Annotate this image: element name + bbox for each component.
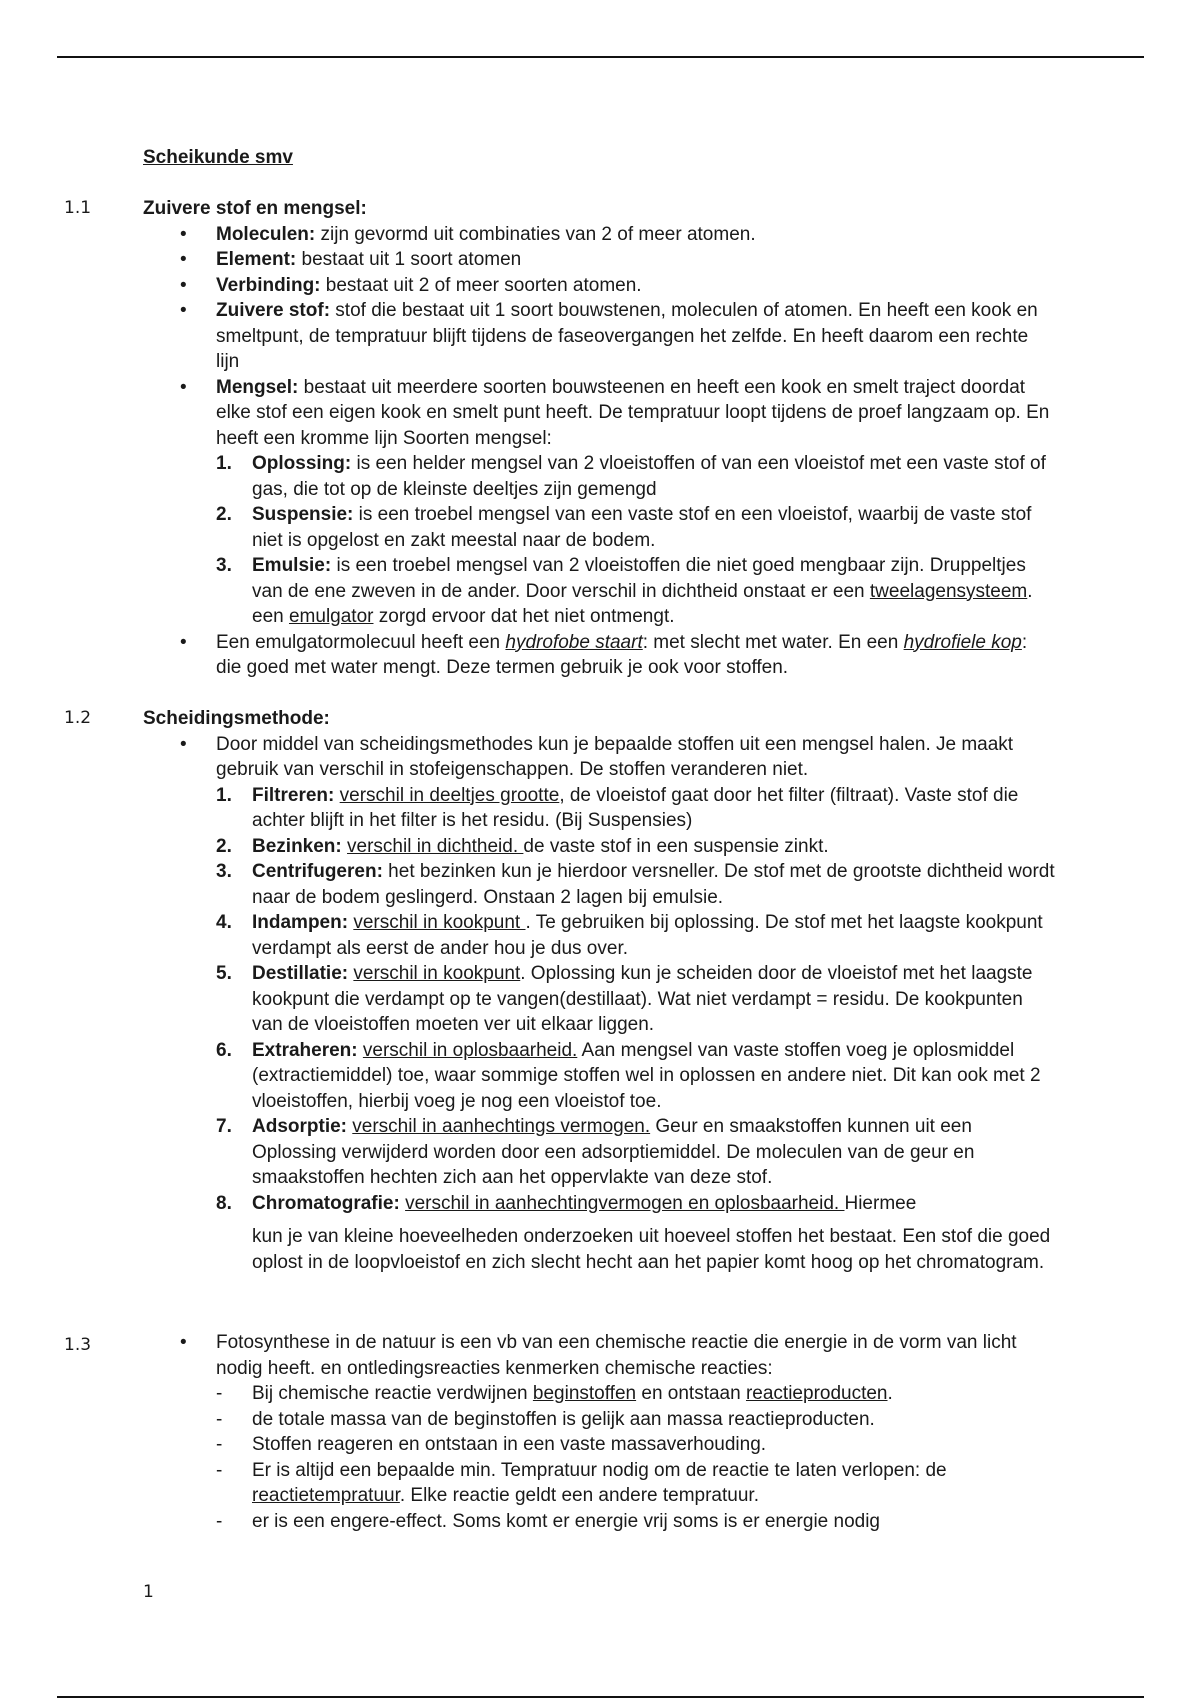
list-item — [216, 1191, 1056, 1276]
paragraph-text: Door middel van scheidingsmethodes kun je bepaalde stoffen uit een mengsel halen. Je maakt gebruik van verschil in stofeigenschappen. De stoffen veranderen niet. — [216, 733, 1014, 780]
dash-text: . Elke reactie geldt een andere tempratuur. — [399, 1485, 759, 1506]
dash-list — [216, 1381, 1056, 1534]
page-number: 1 — [143, 1582, 154, 1602]
underlined-term: emulgator — [288, 606, 374, 627]
list-item — [216, 553, 1056, 630]
underlined-term: beginstoffen — [532, 1383, 637, 1404]
dash-glyph: - — [216, 1459, 223, 1481]
item-number: 1. — [216, 453, 232, 474]
term-text: Aan mengsel van vaste stoffen voeg je oplosmiddel (extractiemiddel) toe, waar sommige stoffen wel in oplossen en andere niet. Dit kan ook met 2 vloeistoffen, hierbij voeg je nog een vloeistof toe. — [252, 1039, 1041, 1112]
underlined-term: verschil in oplosbaarheid. — [362, 1039, 578, 1061]
section-number: 1.1 — [64, 198, 92, 218]
term-label: Extraheren: — [252, 1039, 358, 1061]
dash-text: de totale massa van de beginstoffen is gelijk aan massa reactieproducten. — [252, 1408, 875, 1430]
underlined-term: hydrofiele kop — [903, 631, 1022, 653]
list-item — [216, 1509, 1056, 1535]
term-text: is een helder mengsel van 2 vloeistoffen of van een vloeistof met een vaste stof of gas, die tot op de kleinste deeltjes zijn gemengd — [252, 453, 1046, 500]
term-text: , de vloeistof gaat door het filter (filtraat). Vaste stof die achter blijft in het filter is het residu. (Bij Suspensies) — [252, 784, 1019, 831]
chromatografie-continuation: kun je van kleine hoeveelheden onderzoeken uit hoeveel stoffen het bestaat. Een stof die goed oplost in de loopvloeistof en zich slecht hecht aan het papier komt hoog op het chromatogram. — [252, 1226, 1051, 1273]
underlined-term: verschil in dichtheid. — [347, 835, 524, 857]
term-text: Hiermee — [844, 1192, 917, 1214]
underlined-term: tweelagensysteem — [869, 580, 1028, 602]
document-title: Scheikunde smv — [143, 147, 293, 168]
dash-text: Stoffen reageren en ontstaan in een vaste massaverhouding. — [252, 1434, 767, 1455]
term-label: Indampen: — [252, 912, 349, 933]
term-text: . een — [252, 580, 1033, 627]
bullet-list — [0, 1330, 1200, 1534]
list-item — [216, 1381, 1056, 1407]
list-item — [216, 1432, 1056, 1458]
item-number: 7. — [216, 1116, 232, 1137]
item-number: 8. — [216, 1192, 232, 1214]
term-label: Suspensie: — [252, 504, 354, 525]
section-number: 1.3 — [64, 1335, 92, 1355]
list-item — [216, 1114, 1056, 1191]
item-number: 2. — [216, 835, 232, 857]
footer-rule — [57, 1696, 1144, 1698]
list-item — [0, 375, 1056, 630]
list-item — [216, 451, 1056, 502]
term-label: Verbinding: — [216, 274, 321, 296]
list-item — [216, 783, 1056, 834]
underlined-term: reactietempratuur — [252, 1485, 400, 1506]
term-text: zijn gevormd uit combinaties van 2 of meer atomen. — [315, 223, 756, 245]
mengsel-types-list — [216, 451, 1056, 630]
term-label: Mengsel: — [216, 376, 299, 398]
term-text: bestaat uit meerdere soorten bouwsteenen en heeft een kook en smelt traject doordat elke stof een eigen kook en smelt punt heeft. De tempratuur loopt tijdens de proef langzaam op. En heeft een kromme lijn Soorten mengsel: — [216, 376, 1050, 449]
list-item — [216, 1038, 1056, 1115]
list-item — [216, 859, 1056, 910]
section-heading: Scheidingsmethode: — [143, 708, 330, 729]
term-label: Adsorptie: — [252, 1116, 347, 1137]
underlined-term: verschil in kookpunt — [353, 963, 521, 984]
term-text: bestaat uit 2 of meer soorten atomen. — [320, 274, 642, 296]
dash-glyph: - — [216, 1383, 223, 1404]
term-label: Zuivere stof: — [216, 300, 331, 321]
item-number: 3. — [216, 555, 232, 576]
dash-text: er is een engere-effect. Soms komt er energie vrij soms is er energie nodig — [252, 1510, 881, 1532]
underlined-term: verschil in deeltjes grootte — [339, 784, 560, 806]
term-text: bestaat uit 1 soort atomen — [296, 249, 522, 270]
list-item — [0, 222, 1056, 248]
dash-text: Bij chemische reactie verdwijnen — [252, 1383, 533, 1404]
dash-glyph: - — [216, 1510, 223, 1532]
term-label: Centrifugeren: — [252, 861, 383, 882]
dash-glyph: - — [216, 1434, 223, 1455]
dash-text: en ontstaan — [636, 1383, 746, 1404]
header-rule — [57, 56, 1144, 58]
bullet-glyph: • — [180, 274, 187, 296]
term-text: . Oplossing kun je scheiden door de vloeistof met het laagste kookpunt die verdampt op te vangen(destillaat). Wat niet verdampt = residu. De kookpunten van de vloeistoffen moeten ver uit elkaar liggen. — [252, 963, 1033, 1035]
item-number: 2. — [216, 504, 232, 525]
list-item — [216, 1458, 1056, 1509]
dash-text: . — [887, 1383, 893, 1404]
list-item — [0, 630, 1056, 681]
section-heading: Zuivere stof en mengsel: — [143, 198, 367, 219]
term-text: is een troebel mengsel van een vaste stof en een vloeistof, waarbij de vaste stof niet is opgelost en zakt meestal naar de bodem. — [252, 504, 1032, 551]
term-text: het bezinken kun je hierdoor versneller. De stof met de grootste dichtheid wordt naar de bodem geslingerd. Onstaan 2 lagen bij emulsie. — [252, 861, 1055, 908]
list-item — [216, 961, 1056, 1038]
section-number: 1.2 — [64, 708, 92, 728]
term-label: Chromatografie: — [252, 1192, 400, 1214]
dash-glyph: - — [216, 1408, 223, 1430]
term-label: Emulsie: — [252, 555, 332, 576]
term-label: Element: — [216, 249, 297, 270]
underlined-term: reactieproducten — [745, 1383, 888, 1404]
term-text: is een troebel mengsel van 2 vloeistoffen die niet goed mengbaar zijn. Druppeltjes van de ene zweven in de ander. Door verschil in dichtheid onstaat er een — [252, 555, 1026, 602]
term-label: Oplossing: — [252, 453, 352, 474]
bullet-glyph: • — [180, 249, 187, 270]
item-number: 4. — [216, 912, 232, 933]
item-number: 1. — [216, 784, 232, 806]
bullet-glyph: • — [180, 376, 187, 398]
bullet-glyph: • — [180, 631, 187, 653]
bullet-list — [0, 732, 1200, 1276]
paragraph-text: : die goed met water mengt. Deze termen gebruik je ook voor stoffen. — [216, 631, 1028, 678]
list-item — [0, 1330, 1056, 1534]
paragraph-text: Een emulgatormolecuul heeft een — [216, 631, 506, 653]
list-item — [0, 273, 1056, 299]
list-item — [216, 834, 1056, 860]
underlined-term: verschil in kookpunt — [353, 912, 526, 933]
bullet-glyph: • — [180, 300, 187, 321]
list-item — [216, 1407, 1056, 1433]
dash-text: Er is altijd een bepaalde min. Tempratuur nodig om de reactie te laten verlopen: de — [252, 1459, 947, 1481]
list-item — [216, 910, 1056, 961]
paragraph-text: : met slecht met water. En een — [642, 631, 904, 653]
term-text: Geur en smaakstoffen kunnen uit een Oplossing verwijderd worden door een adsorptiemiddel. De moleculen van de geur en smaakstoffen hechten zich aan het oppervlakte van deze stof. — [252, 1116, 975, 1188]
term-label: Filtreren: — [252, 784, 335, 806]
term-text: zorgd ervoor dat het niet ontmengt. — [373, 606, 675, 627]
list-item — [0, 732, 1056, 1276]
term-text: de vaste stof in een suspensie zinkt. — [523, 835, 829, 857]
bullet-list — [0, 222, 1200, 681]
term-label: Destillatie: — [252, 963, 349, 984]
term-text: . Te gebruiken bij oplossing. De stof met het laagste kookpunt verdampt als eerst de ander hou je dus over. — [252, 912, 1043, 959]
paragraph-text: Fotosynthese in de natuur is een vb van een chemische reactie die energie in de vorm van licht nodig heeft. en ontledingsreacties kenmerken chemische reacties: — [216, 1332, 1017, 1379]
underlined-term: hydrofobe staart — [505, 631, 643, 653]
list-item — [216, 502, 1056, 553]
item-number: 3. — [216, 861, 232, 882]
bullet-glyph: • — [180, 223, 187, 245]
item-number: 5. — [216, 963, 232, 984]
underlined-term: verschil in aanhechtingvermogen en oplosbaarheid. — [405, 1192, 845, 1214]
item-number: 6. — [216, 1039, 232, 1061]
term-text: stof die bestaat uit 1 soort bouwstenen, moleculen of atomen. En heeft een kook en smeltpunt, de tempratuur blijft tijdens de faseovergangen het zelfde. En heeft daarom een rechte lijn — [216, 300, 1038, 372]
term-label: Bezinken: — [252, 835, 342, 857]
bullet-glyph: • — [180, 733, 187, 755]
methods-list — [216, 783, 1056, 1276]
bullet-glyph: • — [180, 1332, 187, 1353]
list-item — [0, 298, 1056, 375]
underlined-term: verschil in aanhechtings vermogen. — [352, 1116, 651, 1137]
list-item — [0, 247, 1056, 273]
term-label: Moleculen: — [216, 223, 316, 245]
